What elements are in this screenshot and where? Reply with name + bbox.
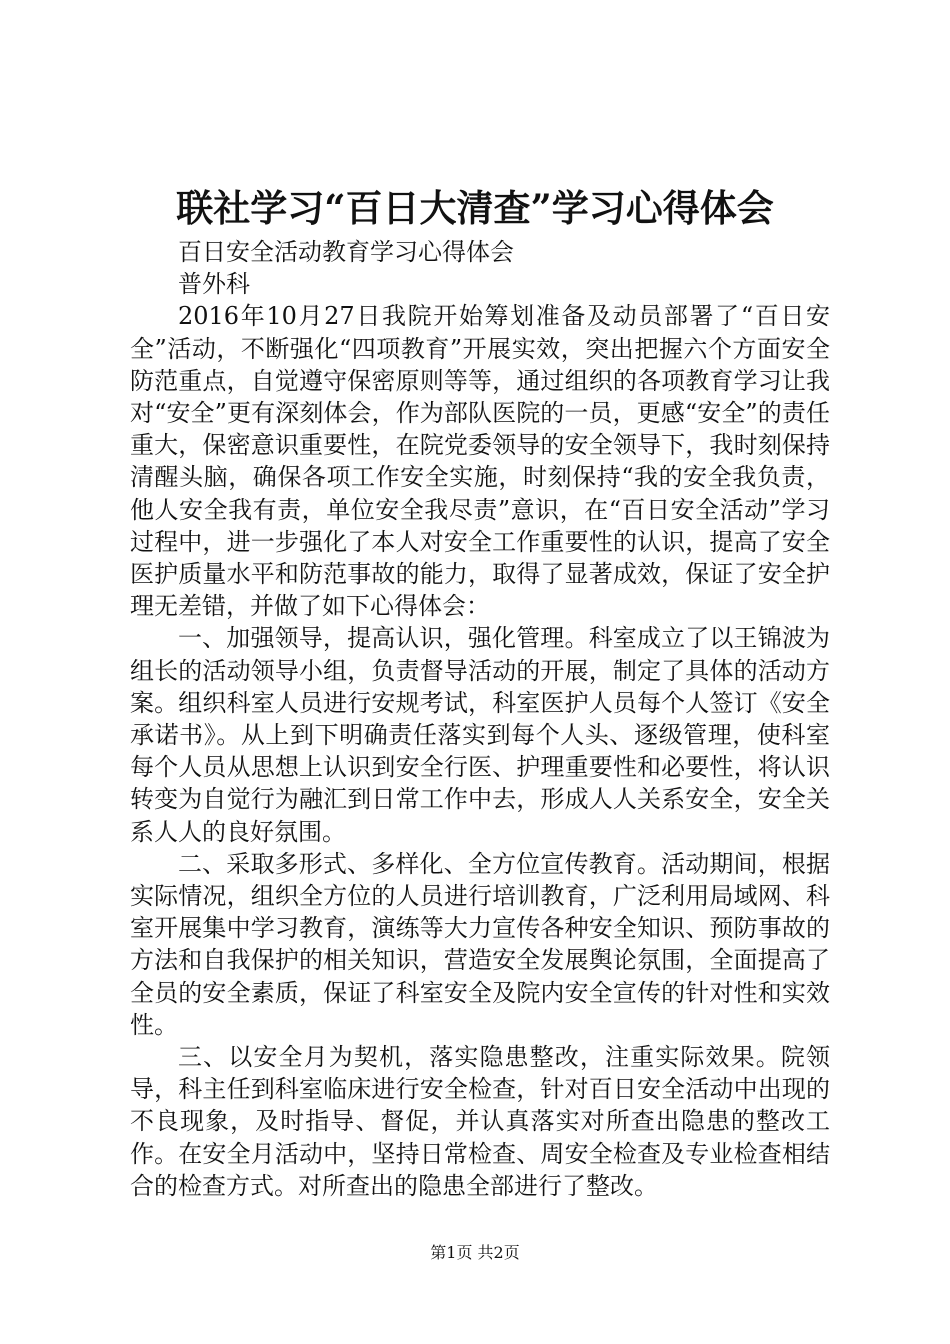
document-title: 联社学习“百日大清查”学习心得体会	[176, 186, 774, 230]
paragraph-section-3: 三、以安全月为契机，落实隐患整改，注重实际效果。院领导，科主任到科室临床进行安全检查，针对百日安全活动中出现的不良现象，及时指导、督促，并认真落实对所查出隐患的整改工作。在安全月活动中，坚持日常检查、周安全检查及专业检查相结合的检查方式。对所查出的隐患全部进行了整改。	[130, 1043, 830, 1200]
paragraph-intro: 2016年10月27日我院开始筹划准备及动员部署了“百日安全”活动，不断强化“四项教育”开展实效，突出把握六个方面安全防范重点，自觉遵守保密原则等等，通过组织的各项教育学习让我对“安全”更有深刻体会，作为部队医院的一员，更感“安全”的责任重大，保密意识重要性，在院党委领导的安全领导下，我时刻保持清醒头脑，确保各项工作安全实施，时刻保持“我的安全我负责，他人安全我有责，单位安全我尽责”意识，在“百日安全活动”学习过程中，进一步强化了本人对安全工作重要性的认识，提高了安全医护质量水平和防范事故的能力，取得了显著成效，保证了安全护理无差错，并做了如下心得体会：	[130, 302, 830, 621]
paragraph-section-2: 二、采取多形式、多样化、全方位宣传教育。活动期间，根据实际情况，组织全方位的人员进行培训教育，广泛利用局域网、科室开展集中学习教育，演练等大力宣传各种安全知识、预防事故的方法和自我保护的相关知识，营造安全发展舆论氛围，全面提高了全员的安全素质，保证了科室安全及院内安全宣传的针对性和实效性。	[130, 849, 830, 1039]
department-label: 普外科	[178, 270, 250, 299]
document-body	[130, 236, 830, 1202]
subtitle: 百日安全活动教育学习心得体会	[178, 238, 514, 266]
page-number-footer: 第1页 共2页	[430, 1243, 520, 1262]
paragraph-section-1: 一、加强领导，提高认识，强化管理。科室成立了以王锦波为组长的活动领导小组，负责督导活动的开展，制定了具体的活动方案。组织科室人员进行安规考试，科室医护人员每个人签订《安全承诺书》。从上到下明确责任落实到每个人头、逐级管理，使科室每个人员从思想上认识到安全行医、护理重要性和必要性，将认识转变为自觉行为融汇到日常工作中去，形成人人关系安全，安全关系人人的良好氛围。	[130, 624, 830, 846]
